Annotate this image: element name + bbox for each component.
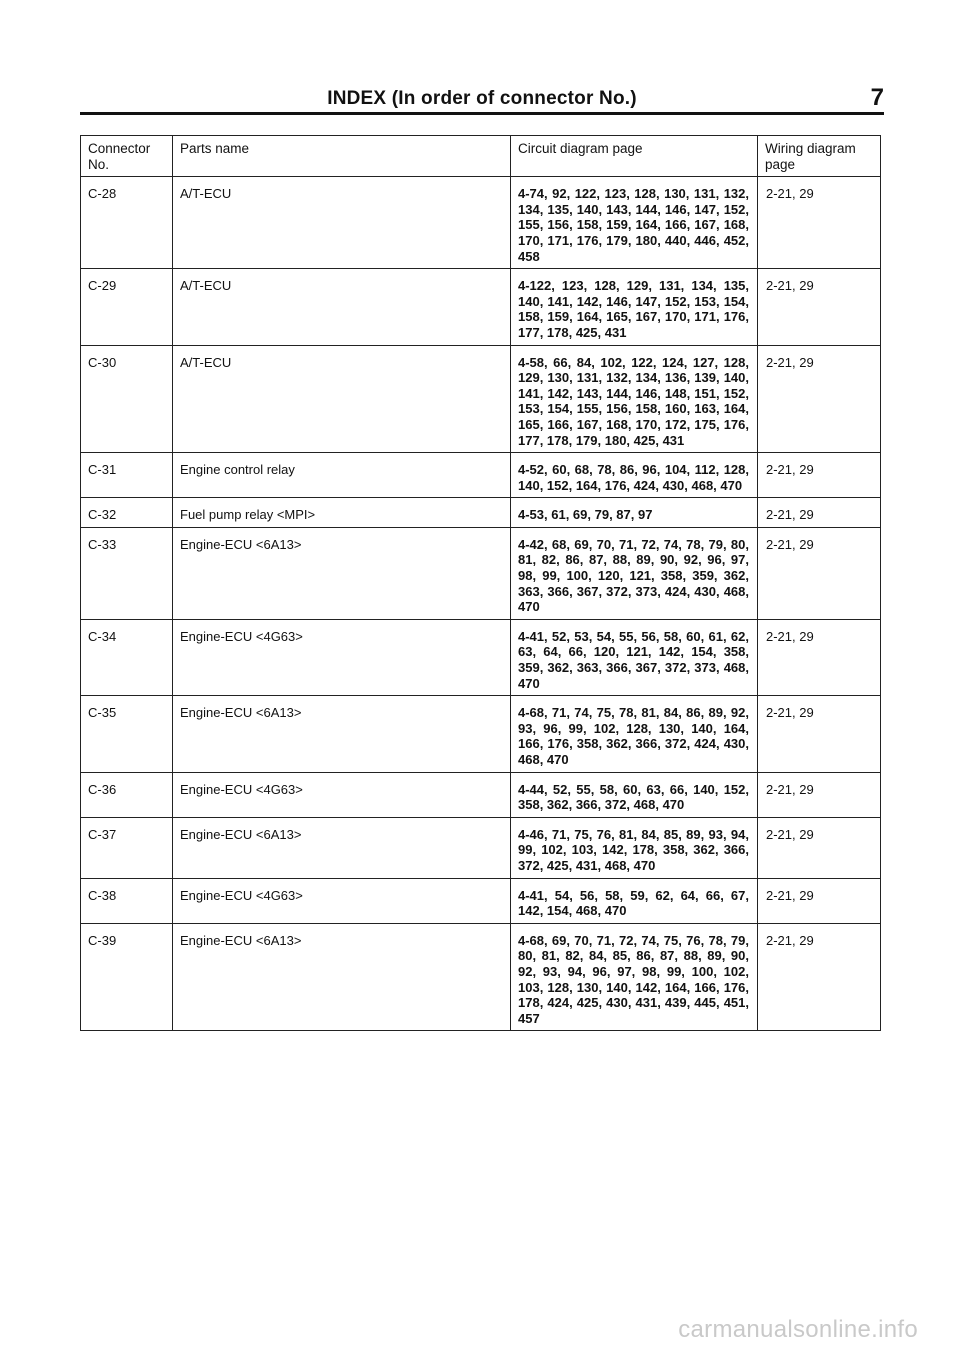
- circuit-page-cell: 4-41, 52, 53, 54, 55, 56, 58, 60, 61, 62, 63, 64, 66, 120, 121, 142, 154, 358, 359, 362, 363, 366, 367, 372, 373, 468, 470: [511, 619, 758, 695]
- parts-name-cell: A/T-ECU: [173, 269, 511, 345]
- connector-cell: C-31: [81, 453, 173, 498]
- circuit-page-cell: 4-41, 54, 56, 58, 59, 62, 64, 66, 67, 142, 154, 468, 470: [511, 878, 758, 923]
- table-header-row: [81, 136, 881, 177]
- connector-cell: C-36: [81, 772, 173, 817]
- parts-name-cell: Engine-ECU <4G63>: [173, 772, 511, 817]
- table-row: [81, 878, 881, 923]
- wiring-page-cell: 2-21, 29: [758, 878, 881, 923]
- parts-name-cell: Engine-ECU <6A13>: [173, 817, 511, 878]
- connector-cell: C-39: [81, 923, 173, 1031]
- parts-name-cell: Fuel pump relay <MPI>: [173, 498, 511, 528]
- wiring-page-cell: 2-21, 29: [758, 269, 881, 345]
- parts-name-cell: Engine-ECU <6A13>: [173, 923, 511, 1031]
- table-row: [81, 772, 881, 817]
- circuit-page-cell: 4-42, 68, 69, 70, 71, 72, 74, 78, 79, 80, 81, 82, 86, 87, 88, 89, 90, 92, 96, 97, 98, 99, 100, 120, 121, 358, 359, 362, 363, 366, 367, 372, 373, 424, 430, 468, 470: [511, 527, 758, 619]
- wiring-page-cell: 2-21, 29: [758, 817, 881, 878]
- page-header: [80, 86, 884, 115]
- connector-index-table: [80, 135, 881, 1031]
- page-number: 7: [870, 84, 884, 111]
- circuit-page-cell: 4-58, 66, 84, 102, 122, 124, 127, 128, 129, 130, 131, 132, 134, 136, 139, 140, 141, 142, 143, 144, 146, 148, 151, 152, 153, 154, 155, 156, 158, 160, 163, 164, 165, 166, 167, 168, 170, 172, 175, 176, 177, 178, 179, 180, 425, 431: [511, 345, 758, 453]
- circuit-page-cell: 4-44, 52, 55, 58, 60, 63, 66, 140, 152, 358, 362, 366, 372, 468, 470: [511, 772, 758, 817]
- table-row: [81, 619, 881, 695]
- table-body: [81, 177, 881, 1031]
- circuit-page-cell: 4-68, 71, 74, 75, 78, 81, 84, 86, 89, 92, 93, 96, 99, 102, 128, 130, 140, 164, 166, 176, 358, 362, 366, 372, 424, 430, 468, 470: [511, 696, 758, 772]
- table-row: [81, 817, 881, 878]
- wiring-page-cell: 2-21, 29: [758, 619, 881, 695]
- parts-name-cell: Engine-ECU <4G63>: [173, 619, 511, 695]
- table-row: [81, 527, 881, 619]
- table-row: [81, 453, 881, 498]
- connector-cell: C-33: [81, 527, 173, 619]
- column-header-connector: Connector No.: [81, 136, 173, 177]
- table-row: [81, 923, 881, 1031]
- connector-cell: C-38: [81, 878, 173, 923]
- wiring-page-cell: 2-21, 29: [758, 527, 881, 619]
- watermark: carmanualsonline.info: [678, 1316, 918, 1343]
- connector-cell: C-35: [81, 696, 173, 772]
- table-row: [81, 177, 881, 269]
- table-row: [81, 696, 881, 772]
- wiring-page-cell: 2-21, 29: [758, 772, 881, 817]
- circuit-page-cell: 4-52, 60, 68, 78, 86, 96, 104, 112, 128, 140, 152, 164, 176, 424, 430, 468, 470: [511, 453, 758, 498]
- wiring-page-cell: 2-21, 29: [758, 498, 881, 528]
- page-title: INDEX (In order of connector No.): [327, 88, 637, 109]
- table-row: [81, 498, 881, 528]
- wiring-page-cell: 2-21, 29: [758, 453, 881, 498]
- connector-cell: C-34: [81, 619, 173, 695]
- wiring-page-cell: 2-21, 29: [758, 696, 881, 772]
- parts-name-cell: Engine-ECU <6A13>: [173, 696, 511, 772]
- parts-name-cell: Engine-ECU <6A13>: [173, 527, 511, 619]
- circuit-page-cell: 4-68, 69, 70, 71, 72, 74, 75, 76, 78, 79, 80, 81, 82, 84, 85, 86, 87, 88, 89, 90, 92, 93, 94, 96, 97, 98, 99, 100, 102, 103, 128, 130, 140, 142, 164, 166, 176, 178, 424, 425, 430, 431, 439, 445, 451, 457: [511, 923, 758, 1031]
- circuit-page-cell: 4-53, 61, 69, 79, 87, 97: [511, 498, 758, 528]
- connector-cell: C-37: [81, 817, 173, 878]
- connector-cell: C-32: [81, 498, 173, 528]
- parts-name-cell: A/T-ECU: [173, 177, 511, 269]
- column-header-parts-name: Parts name: [173, 136, 511, 177]
- column-header-circuit-page: Circuit diagram page: [511, 136, 758, 177]
- wiring-page-cell: 2-21, 29: [758, 345, 881, 453]
- connector-cell: C-28: [81, 177, 173, 269]
- wiring-page-cell: 2-21, 29: [758, 923, 881, 1031]
- circuit-page-cell: 4-74, 92, 122, 123, 128, 130, 131, 132, 134, 135, 140, 143, 144, 146, 147, 152, 155, 156, 158, 159, 164, 166, 167, 168, 170, 171, 176, 179, 180, 440, 446, 452, 458: [511, 177, 758, 269]
- table-row: [81, 269, 881, 345]
- circuit-page-cell: 4-46, 71, 75, 76, 81, 84, 85, 89, 93, 94, 99, 102, 103, 142, 178, 358, 362, 366, 372, 425, 431, 468, 470: [511, 817, 758, 878]
- parts-name-cell: Engine control relay: [173, 453, 511, 498]
- table-row: [81, 345, 881, 453]
- wiring-page-cell: 2-21, 29: [758, 177, 881, 269]
- connector-cell: C-29: [81, 269, 173, 345]
- column-header-wiring-page: Wiring diagram page: [758, 136, 881, 177]
- connector-cell: C-30: [81, 345, 173, 453]
- circuit-page-cell: 4-122, 123, 128, 129, 131, 134, 135, 140, 141, 142, 146, 147, 152, 153, 154, 158, 159, 164, 165, 167, 170, 171, 176, 177, 178, 425, 431: [511, 269, 758, 345]
- parts-name-cell: Engine-ECU <4G63>: [173, 878, 511, 923]
- parts-name-cell: A/T-ECU: [173, 345, 511, 453]
